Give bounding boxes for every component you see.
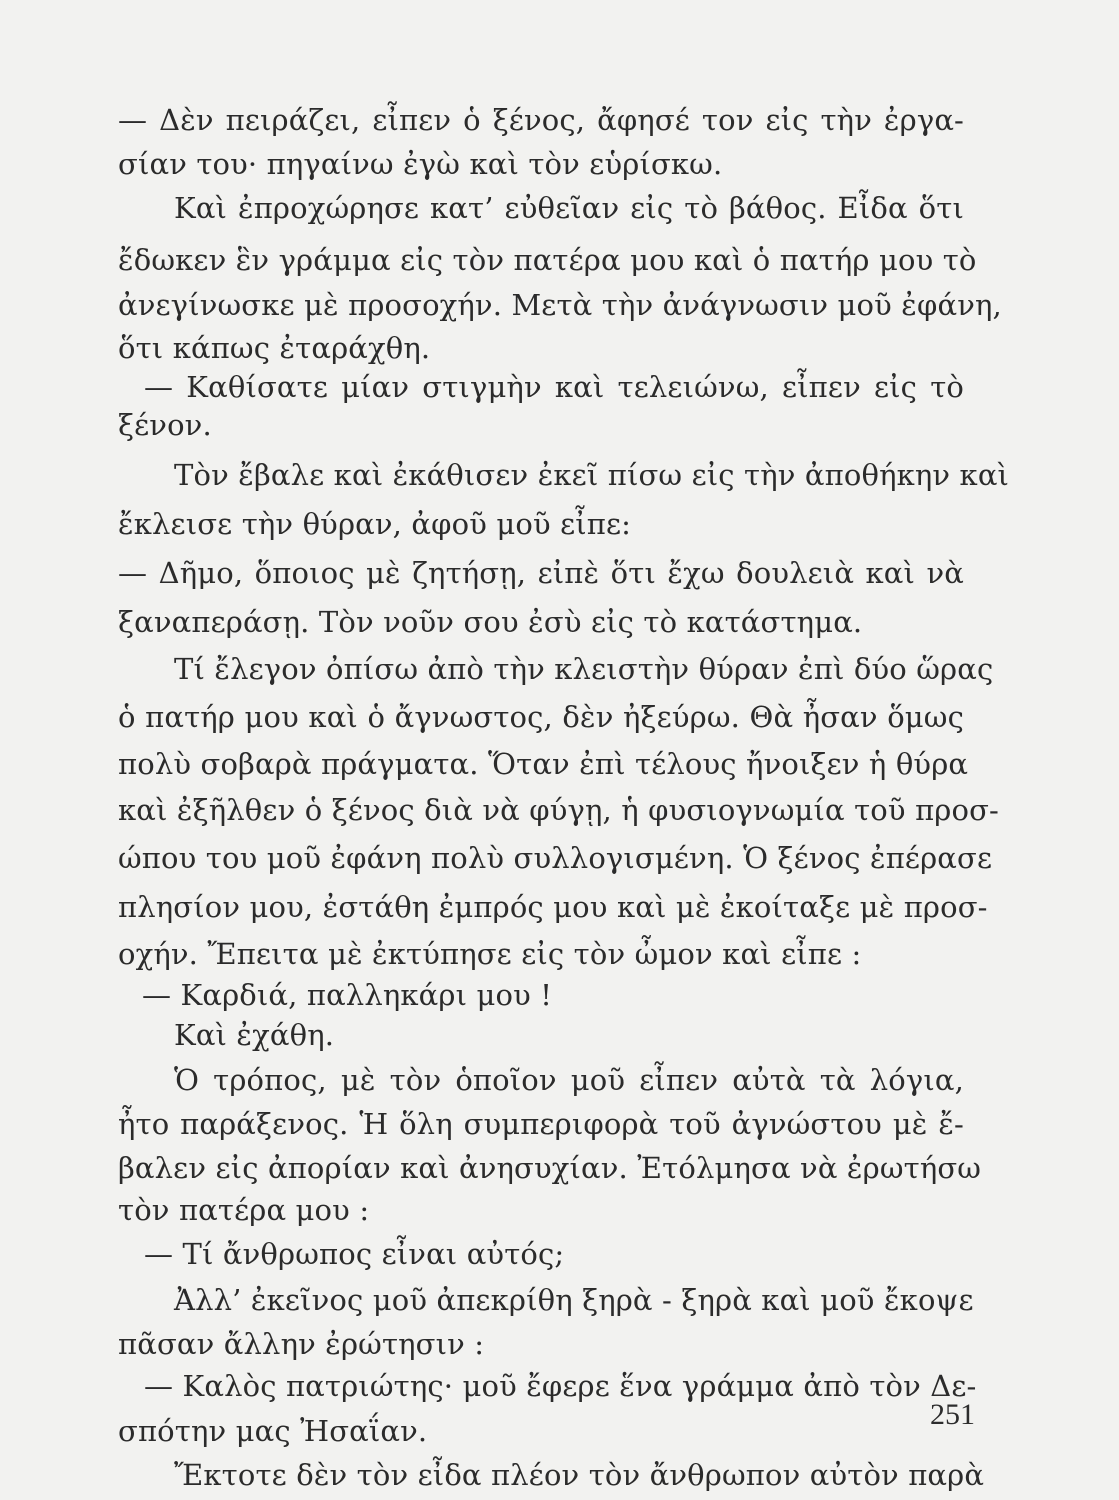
text-line-30: σπότην μας Ἠσαΐαν. [118, 1414, 428, 1448]
text-line-16: καὶ ἐξῆλθεν ὁ ξένος διὰ νὰ φύγῃ, ἡ φυσιογνωμία τοῦ προσ- [118, 793, 999, 827]
text-line-3: Καὶ ἐπροχώρησε κατ’ εὐθεῖαν εἰς τὸ βάθος. Εἶδα ὅτι [174, 191, 964, 225]
text-line-24: βαλεν εἰς ἀπορίαν καὶ ἀνησυχίαν. Ἐτόλμησα νὰ ἐρωτήσω [118, 1151, 982, 1185]
text-line-17: ώπου του μοῦ ἐφάνη πολὺ συλλογισμένη. Ὁ ξένος ἐπέρασε [118, 841, 993, 875]
text-line-8: ξένον. [118, 408, 212, 442]
text-line-12: ξαναπεράσῃ. Τὸν νοῦν σου ἐσὺ εἰς τὸ κατάστημα. [118, 605, 863, 639]
text-line-20: — Καρδιά, παλληκάρι μου ! [142, 978, 553, 1012]
text-line-27: Ἀλλ’ ἐκεῖνος μοῦ ἀπεκρίθη ξηρὰ - ξηρὰ καὶ μοῦ ἔκοψε [174, 1283, 974, 1317]
text-line-10: ἔκλεισε τὴν θύραν, ἀφοῦ μοῦ εἶπε: [118, 507, 632, 541]
text-line-28: πᾶσαν ἄλλην ἐρώτησιν : [118, 1327, 485, 1361]
text-line-4: ἔδωκεν ἓν γράμμα εἰς τὸν πατέρα μου καὶ ὁ πατήρ μου τὸ [118, 243, 977, 277]
text-line-9: Τὸν ἔβαλε καὶ ἐκάθισεν ἐκεῖ πίσω εἰς τὴν ἀποθήκην καὶ [174, 458, 1010, 492]
text-line-11: — Δῆμο, ὅποιος μὲ ζητήσῃ, εἰπὲ ὅτι ἔχω δουλειὰ καὶ νὰ [118, 556, 964, 590]
page-number: 251 [930, 1398, 975, 1431]
text-line-13: Τί ἔλεγον ὀπίσω ἀπὸ τὴν κλειστὴν θύραν ἐπὶ δύο ὥρας [174, 652, 994, 686]
text-line-1: — Δὲν πειράζει, εἶπεν ὁ ξένος, ἄφησέ τον εἰς τὴν ἐργα- [118, 103, 964, 137]
text-line-31: Ἔκτοτε δὲν τὸν εἶδα πλέον τὸν ἄνθρωπον αὐτὸν παρὰ [174, 1458, 985, 1492]
text-line-5: ἀνεγίνωσκε μὲ προσοχήν. Μετὰ τὴν ἀνάγνωσιν μοῦ ἐφάνη, [118, 288, 1002, 322]
text-line-7: — Καθίσατε μίαν στιγμὴν καὶ τελειώνω, εἶπεν εἰς τὸ [144, 370, 964, 404]
text-line-2: σίαν του· πηγαίνω ἐγὼ καὶ τὸν εὑρίσκω. [118, 147, 723, 181]
text-line-14: ὁ πατήρ μου καὶ ὁ ἄγνωστος, δὲν ἠξεύρω. Θὰ ἦσαν ὅμως [118, 700, 964, 734]
text-line-26: — Τί ἄνθρωπος εἶναι αὐτός; [144, 1237, 565, 1271]
text-line-6: ὅτι κάπως ἐταράχθη. [118, 331, 431, 365]
text-line-29: — Καλὸς πατριώτης· μοῦ ἔφερε ἕνα γράμμα ἀπὸ τὸν Δε- [144, 1369, 977, 1403]
text-line-25: τὸν πατέρα μου : [118, 1193, 370, 1227]
text-line-18: πλησίον μου, ἐστάθη ἐμπρός μου καὶ μὲ ἐκοίταξε μὲ προσ- [118, 890, 988, 924]
text-line-19: οχήν. Ἔπειτα μὲ ἐκτύπησε εἰς τὸν ὦμον καὶ εἶπε : [118, 937, 862, 971]
text-line-15: πολὺ σοβαρὰ πράγματα. Ὅταν ἐπὶ τέλους ἤνοιξεν ἡ θύρα [118, 747, 969, 781]
text-line-21: Καὶ ἐχάθη. [174, 1018, 335, 1052]
text-line-23: ἦτο παράξενος. Ἡ ὅλη συμπεριφορὰ τοῦ ἀγνώστου μὲ ἔ- [118, 1107, 964, 1141]
text-line-22: Ὁ τρόπος, μὲ τὸν ὁποῖον μοῦ εἶπεν αὐτὰ τὰ λόγια, [174, 1063, 964, 1097]
